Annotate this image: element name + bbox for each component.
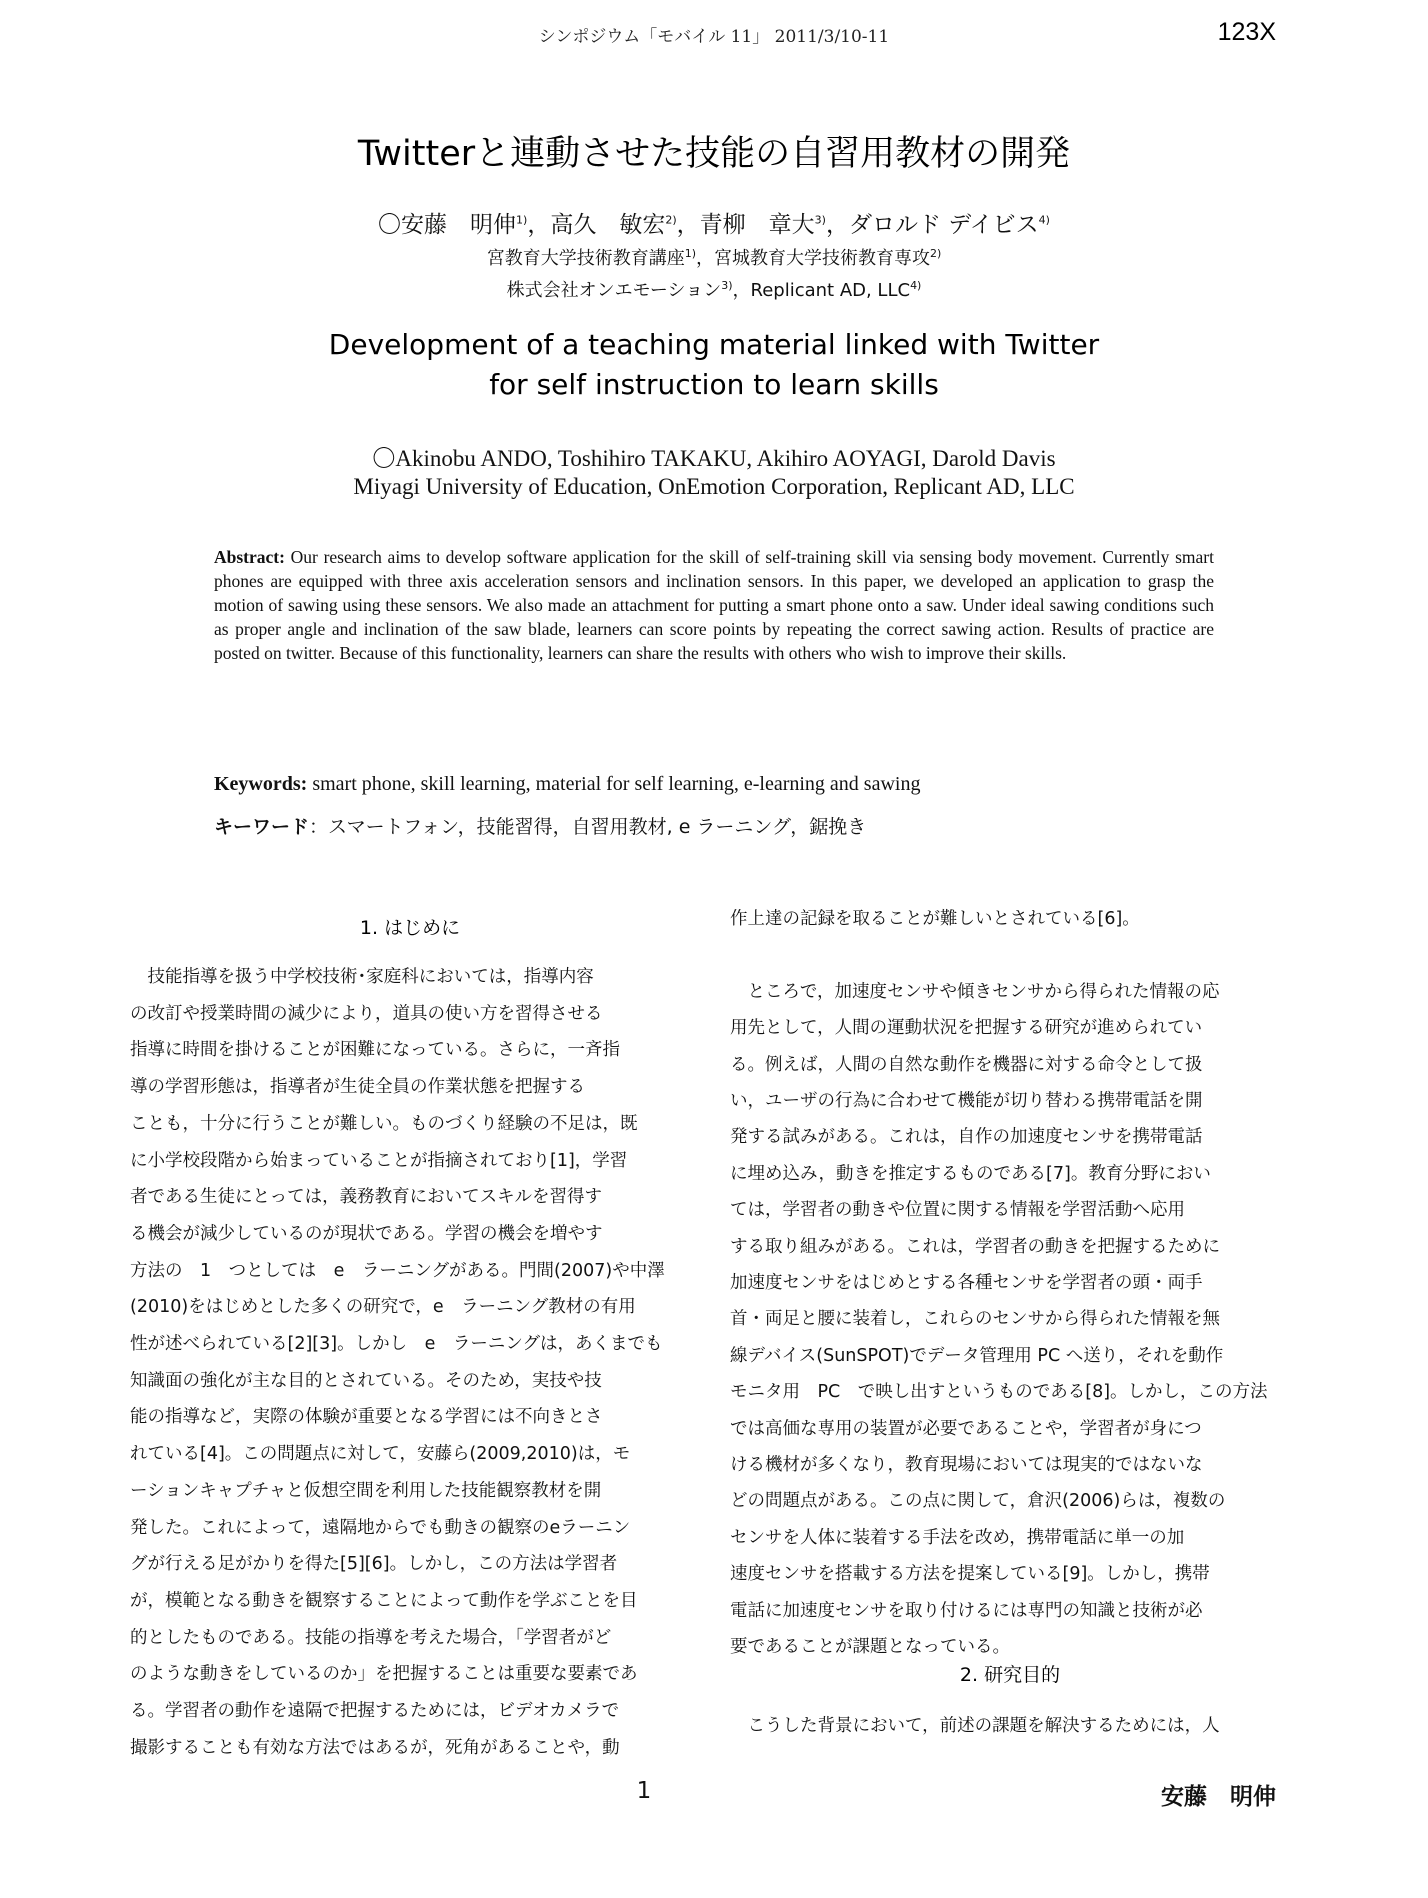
keywords-label: Keywords:: [214, 773, 308, 795]
text-line: 方法の 1 つとしては e ラーニングがある。門間(2007)や中澤: [130, 1260, 665, 1281]
text-line: い，ユーザの行為に合わせて機能が切り替わる携帯電話を開: [730, 1091, 1203, 1111]
text-line: のような動きをしているのか」を把握することは重要な要素であ: [130, 1664, 638, 1685]
text-line: 速度センサを搭載する方法を提案している[9]。しかし，携帯: [730, 1564, 1210, 1585]
affiliation-3-mark: 3): [721, 279, 733, 292]
text-line: 指導に時間を掛けることが困難になっている。さらに，一斉指: [130, 1040, 620, 1061]
text-line: センサを人体に装着する手法を改め，携帯電話に単一の加: [730, 1527, 1185, 1548]
keywords-jp-label: キーワード: [214, 816, 310, 838]
text-line: ては，学習者の動きや位置に関する情報を学習活動へ応用: [730, 1200, 1185, 1221]
text-line: 性が述べられている[2][3]。しかし e ラーニングは，あくまでも: [130, 1334, 663, 1354]
author-1-mark: 1): [516, 213, 528, 227]
text-line: モニタ用 PC で映し出すというものである[8]。しかし，この方法: [730, 1382, 1268, 1403]
text-line: (2010)をはじめとした多くの研究で，e ラーニング教材の有用: [130, 1297, 636, 1318]
text-line: 発した。これによって，遠隔地からでも動きの観察のeラーニン: [130, 1517, 631, 1538]
text-line: れている[4]。この問題点に対して，安藤ら(2009,2010)は，モ: [130, 1444, 631, 1465]
affiliation-3: 株式会社オンエモーション: [506, 280, 722, 301]
affiliation-2-mark: 2): [930, 247, 942, 260]
keywords-jp-text: スマートフォン，技能習得，自習用教材, e ラーニング，鋸挽き: [328, 816, 867, 838]
affiliation-4: ，Replicant AD, LLC: [732, 280, 911, 301]
title-english-line-1: Development of a teaching material linked with Twitter: [328, 328, 1100, 361]
text-line: ーションキャプチャと仮想空間を利用した技能観察教材を開: [130, 1480, 602, 1501]
affiliation-japanese-line-2: [0, 276, 1428, 302]
title-japanese: Twitterと連動させた技能の自習用教材の開発: [357, 134, 1071, 174]
text-line: が，模範となる動きを観察することによって動作を学ぶことを目: [130, 1590, 638, 1611]
affiliation-japanese-line-1: [0, 244, 1428, 270]
keywords-jp-separator: ：: [309, 816, 329, 838]
text-line: ところで，加速度センサや傾きセンサから得られた情報の応: [730, 981, 1220, 1002]
abstract-text: Our research aims to develop software application for the skill of self-training skill via sensing body movement. Currently smart phones are equipped with three axis acceleration sensors and inclination sensors. In this paper, we developed an application to grasp the motion of sawing using these sensors. We also made an attachment for putting a smart phone onto a saw. Under ideal sawing conditions such as proper angle and inclination of the saw blade, learners can score points by repeating the correct sawing action. Results of practice are posted on twitter. Because of this functionality, learners can share the results with others who wish to improve their skills.: [214, 547, 1214, 663]
text-line: る。学習者の動作を遠隔で把握するためには，ビデオカメラで: [130, 1701, 620, 1721]
text-line: 導の学習形態は，指導者が生徒全員の作業状態を把握する: [130, 1077, 585, 1098]
affiliations-english: Miyagi University of Education, OnEmotion Corporation, Replicant AD, LLC: [353, 474, 1075, 499]
text-line: では高価な専用の装置が必要であることや，学習者が身につ: [730, 1418, 1202, 1439]
text-line: に埋め込み，動きを推定するものである[7]。教育分野におい: [730, 1163, 1211, 1184]
title-english: [0, 325, 1428, 405]
keywords-japanese: [214, 812, 1214, 839]
author-4: ，ダロルド デイビス: [825, 212, 1039, 238]
text-line: ける機材が多くなり，教育現場においては現実的ではないな: [730, 1455, 1203, 1475]
paper-number: 123X: [1217, 18, 1276, 46]
text-line: る機会が減少しているのが現状である。学習の機会を増やす: [130, 1223, 603, 1244]
text-line: 電話に加速度センサを取り付けるには専門の知識と技術が必: [730, 1600, 1203, 1621]
author-2-mark: 2): [665, 213, 677, 227]
conference-header: シンポジウム「モバイル 11」 2011/3/10-11: [538, 27, 890, 47]
title-english-line-2: for self instruction to learn skills: [489, 368, 939, 401]
text-line: る。例えば，人間の自然な動作を機器に対する命令として扱: [730, 1054, 1203, 1075]
text-line: ことも，十分に行うことが難しい。ものづくり経験の不足は，既: [130, 1113, 638, 1134]
text-line: 者である生徒にとっては，義務教育においてスキルを習得す: [130, 1187, 602, 1208]
author-2: ，高久 敏宏: [527, 212, 666, 238]
text-line: 加速度センサをはじめとする各種センサを学習者の頭・両手: [730, 1273, 1203, 1293]
affiliation-2: ，宮城教育大学技術教育専攻: [696, 248, 930, 269]
text-line: 発する試みがある。これは，自作の加速度センサを携帯電話: [730, 1127, 1203, 1148]
text-line: 首・両足と腰に装着し，これらのセンサから得られた情報を無: [730, 1309, 1220, 1330]
abstract: [214, 545, 1214, 665]
page-number: 1: [636, 1778, 652, 1804]
author-4-mark: 4): [1038, 213, 1050, 227]
keywords-text: smart phone, skill learning, material for self learning, e-learning and sawing: [312, 773, 921, 795]
authors-english: 〇Akinobu ANDO, Toshihiro TAKAKU, Akihiro AOYAGI, Darold Davis: [372, 446, 1056, 471]
text-line: グが行える足がかりを得た[5][6]。しかし，この方法は学習者: [130, 1554, 618, 1575]
text-line: 撮影することも有効な方法ではあるが，死角があることや，動: [130, 1737, 620, 1758]
text-line: 要であることが課題となっている。: [730, 1637, 1010, 1657]
section-heading-research-purpose: 2. 研究目的: [959, 1664, 1061, 1686]
text-line: 線デバイス(SunSPOT)でデータ管理用 PC へ送り，それを動作: [730, 1345, 1224, 1366]
abstract-label: Abstract:: [214, 547, 285, 567]
footer-author: 安藤 明伸: [1161, 1784, 1276, 1810]
text-line: 能の指導など，実際の体験が重要となる学習には不向きとさ: [130, 1407, 603, 1428]
text-line: 技能指導を扱う中学校技術･家庭科においては，指導内容: [130, 967, 594, 987]
author-3-mark: 3): [814, 213, 826, 227]
affiliation-4-mark: 4): [910, 279, 922, 292]
text-line: 用先として，人間の運動状況を把握する研究が進められてい: [730, 1018, 1203, 1039]
text-line: 作上達の記録を取ることが難しいとされている[6]。: [730, 909, 1140, 929]
text-line: 知識面の強化が主な目的とされている。そのため，実技や技: [130, 1370, 602, 1391]
author-1: 〇安藤 明伸: [378, 212, 517, 238]
author-3: ，青柳 章大: [676, 212, 815, 238]
text-line: こうした背景において，前述の課題を解決するためには，人: [730, 1716, 1220, 1736]
text-line: に小学校段階から始まっていることが指摘されており[1]，学習: [130, 1150, 628, 1171]
affiliation-1-mark: 1): [684, 247, 696, 260]
affiliation-1: 宮教育大学技術教育講座: [486, 248, 685, 269]
text-line: 的としたものである。技能の指導を考えた場合，「学習者がど: [130, 1627, 612, 1648]
text-line: の改訂や授業時間の減少により，道具の使い方を習得させる: [130, 1003, 603, 1024]
section-heading-introduction: 1. はじめに: [359, 917, 461, 939]
keywords-english: [214, 773, 1214, 796]
text-line: する取り組みがある。これは，学習者の動きを把握するために: [730, 1236, 1220, 1257]
text-line: どの問題点がある。この点に関して，倉沢(2006)らは，複数の: [730, 1491, 1226, 1512]
authors-japanese: [0, 206, 1428, 239]
